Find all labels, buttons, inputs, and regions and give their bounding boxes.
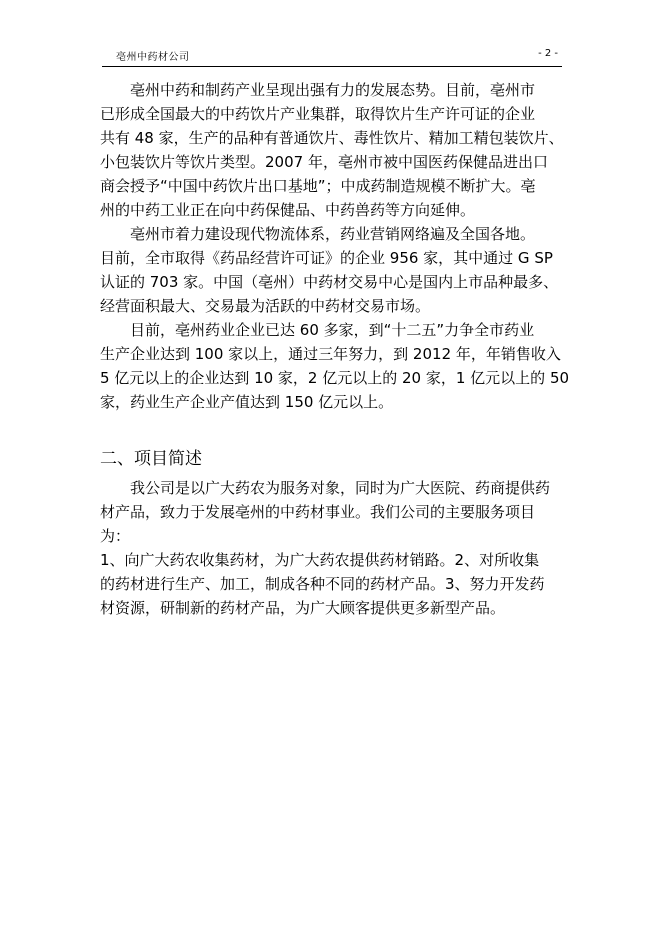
page-header xyxy=(102,46,562,67)
text-line: 共有 48 家，生产的品种有普通饮片、毒性饮片、精加工精包装饮片、 xyxy=(100,129,564,147)
section-heading: 二、项目简述 xyxy=(100,449,202,469)
text-line: 生产企业达到 100 家以上，通过三年努力，到 2012 年，年销售收入 xyxy=(100,345,561,363)
text-line: 亳州市着力建设现代物流体系，药业营销网络遍及全国各地。 xyxy=(130,225,536,243)
paragraph-industry-overview xyxy=(100,78,570,222)
text-line: 材产品，致力于发展亳州的中药材事业。我们公司的主要服务项目 xyxy=(100,503,536,521)
text-line: 已形成全国最大的中药饮片产业集群，取得饮片生产许可证的企业 xyxy=(100,105,536,123)
text-line: 认证的 703 家。中国（亳州）中药材交易中心是国内上市品种最多、 xyxy=(100,273,559,291)
text-line: 5 亿元以上的企业达到 10 家，2 亿元以上的 20 家，1 亿元以上的 50 xyxy=(100,369,570,387)
paragraph-enterprise-goals xyxy=(100,318,570,414)
text-line: 材资源，研制新的药材产品，为广大顾客提供更多新型产品。 xyxy=(100,599,506,617)
text-line: 亳州中药和制药产业呈现出强有力的发展态势。目前，亳州市 xyxy=(130,81,536,99)
text-line: 我公司是以广大药农为服务对象，同时为广大医院、药商提供药 xyxy=(130,479,551,497)
text-line: 经营面积最大、交易最为活跃的中药材交易市场。 xyxy=(100,297,431,315)
paragraph-service-items xyxy=(100,548,570,620)
page-number: - 2 - xyxy=(538,48,558,59)
paragraph-logistics xyxy=(100,222,570,318)
text-line: 家，药业生产企业产值达到 150 亿元以上。 xyxy=(100,393,394,411)
document-body xyxy=(100,78,570,620)
text-line: 1、向广大药农收集药材，为广大药农提供药材销路。2、对所收集 xyxy=(100,551,540,569)
text-line: 商会授予“中国中药饮片出口基地”；中成药制造规模不断扩大。亳 xyxy=(100,177,536,195)
text-line: 目前，亳州药业企业已达 60 多家，到“十二五”力争全市药业 xyxy=(130,321,535,339)
text-line: 为： xyxy=(100,527,131,545)
text-line: 的药材进行生产、加工，制成各种不同的药材产品。3、努力开发药 xyxy=(100,575,545,593)
text-line: 州的中药工业正在向中药保健品、中药兽药等方向延伸。 xyxy=(100,201,476,219)
text-line: 目前，全市取得《药品经营许可证》的企业 956 家，其中通过 G SP xyxy=(100,249,553,267)
header-company-name: 亳州中药材公司 xyxy=(116,52,190,63)
paragraph-company-intro xyxy=(100,476,570,548)
text-line: 小包装饮片等饮片类型。2007 年，亳州市被中国医药保健品进出口 xyxy=(100,153,548,171)
